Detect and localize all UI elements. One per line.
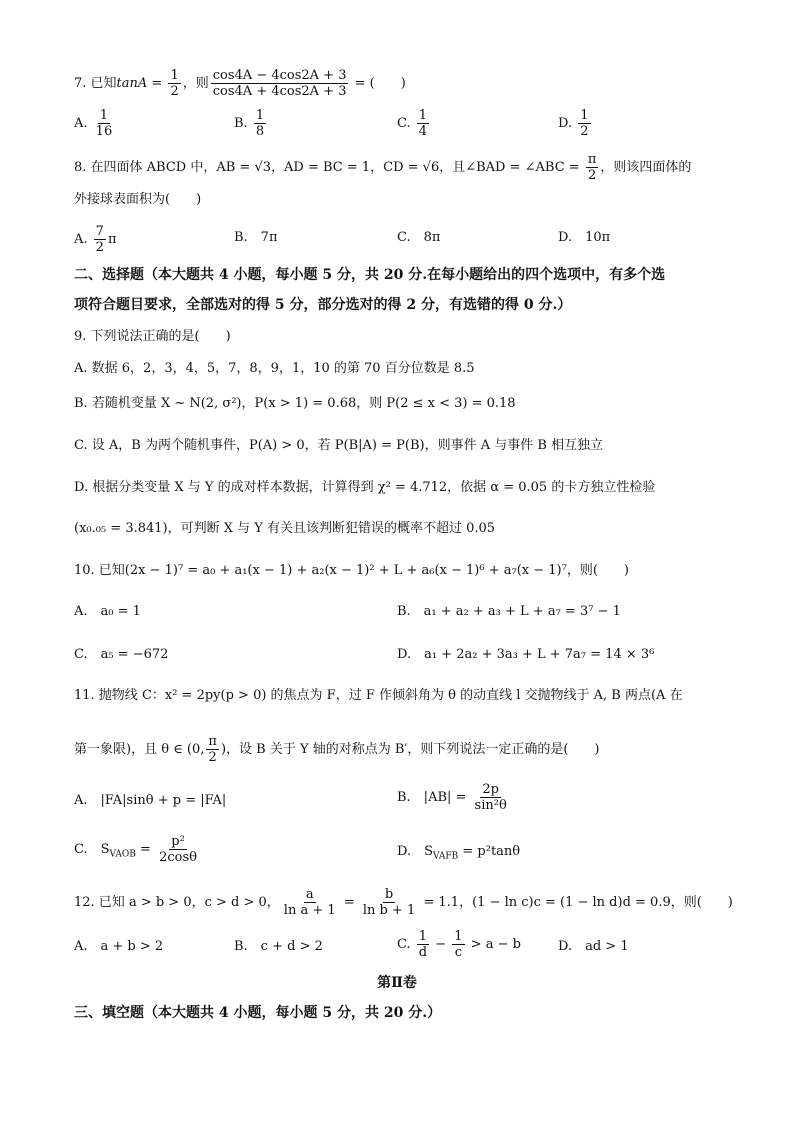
- q12-option-c-num1: 1: [418, 929, 428, 944]
- q8-pi-den: 2: [587, 168, 597, 183]
- q12-option-c-den1: d: [418, 945, 428, 960]
- q8-option-a-frac: [94, 224, 106, 255]
- q11-option-a[interactable]: A. |FA|sinθ + p = |FA|: [74, 793, 227, 808]
- q8-stem-line2: 外接球表面积为( ): [74, 192, 202, 207]
- q7-option-b-den: 8: [255, 124, 265, 139]
- q12-option-c[interactable]: [397, 929, 521, 960]
- q12-frac-a-den: ln a + 1: [283, 903, 336, 918]
- q8-line1-text: 8. 在四面体 ABCD 中，AB = √3，AD = BC = 1，CD = √6，且∠BAD = ∠ABC =: [74, 160, 584, 175]
- q11-line2-tail: )，设 B 关于 Y 轴的对称点为 B′，则下列说法一定正确的是( ): [220, 742, 600, 757]
- q7-option-a-den: 16: [95, 124, 113, 139]
- q7-option-d-den: 2: [580, 124, 589, 139]
- q10-option-a[interactable]: A. a₀ = 1: [74, 604, 141, 619]
- q11-option-c-frac: [157, 834, 199, 865]
- q9-option-d-line2: (x₀.₀₅ = 3.841)，可判断 X 与 Y 有关且该判断犯错误的概率不超过 0.05: [74, 521, 496, 536]
- q11-option-d[interactable]: [397, 843, 520, 866]
- q12-option-d[interactable]: D. ad > 1: [558, 939, 629, 954]
- q9-option-b[interactable]: B. 若随机变量 X ~ N(2, σ²)，P(x > 1) = 0.68，则 P(2 ≤ x < 3) = 0.18: [74, 396, 516, 411]
- section3-heading: 三、填空题（本大题共 4 小题，每小题 5 分，共 20 分.）: [74, 1005, 442, 1021]
- q7-option-b-num: 1: [255, 108, 265, 123]
- q7-option-c[interactable]: [397, 108, 431, 139]
- q12-option-c-frac1: [417, 929, 429, 960]
- q12-option-b[interactable]: B. c + d > 2: [234, 939, 323, 954]
- q7-option-d-label: D.: [558, 116, 573, 131]
- q7-half-den: 2: [170, 84, 179, 99]
- q8-option-c[interactable]: C. 8π: [397, 230, 441, 245]
- q8-stem-line1: [74, 152, 691, 183]
- q12-stem-prefix: 12. 已知 a > b > 0，c > d > 0，: [74, 895, 280, 910]
- q12-frac-b-num: b: [384, 887, 394, 902]
- q8-option-a-tail: π: [107, 232, 117, 247]
- q11-option-b-left: B. |AB| =: [397, 790, 471, 805]
- q9-option-c[interactable]: C. 设 A，B 为两个随机事件，P(A) > 0，若 P(B|A) = P(B)，则事件 A 与事件 B 相互独立: [74, 438, 604, 453]
- q7-option-a-frac: [94, 108, 115, 139]
- q12-stem: [74, 887, 733, 918]
- q11-option-d-tail: = p²tanθ: [458, 844, 521, 859]
- q9-stem: 9. 下列说法正确的是( ): [74, 329, 231, 344]
- q7-option-c-frac: [417, 108, 429, 139]
- q8-option-a-den: 2: [95, 240, 104, 255]
- q7-option-a[interactable]: [74, 108, 116, 139]
- q8-pi-half: [586, 152, 599, 183]
- q7-option-c-label: C.: [397, 116, 411, 131]
- q8-option-a-label: A.: [74, 232, 88, 247]
- q7-option-d-num: 1: [580, 108, 589, 123]
- q11-pi-half: [206, 734, 219, 765]
- q7-option-d[interactable]: [558, 108, 593, 139]
- q12-option-c-tail: > a − b: [466, 937, 521, 952]
- q7-option-b-frac: [254, 108, 266, 139]
- q7-half-num: 1: [170, 68, 179, 83]
- q10-option-c[interactable]: C. a₅ = −672: [74, 647, 169, 662]
- q7-option-c-den: 4: [418, 124, 428, 139]
- q7-tan: tanA =: [116, 76, 167, 91]
- q8-option-a[interactable]: [74, 224, 117, 255]
- q11-pi-num: π: [208, 734, 217, 749]
- q7-half: [168, 68, 180, 99]
- q9-option-d-line1[interactable]: D. 根据分类变量 X 与 Y 的成对样本数据，计算得到 χ² = 4.712，依据 α = 0.05 的卡方独立性检验: [74, 480, 656, 495]
- q12-eq: =: [339, 895, 359, 910]
- q7-option-c-num: 1: [418, 108, 428, 123]
- q11-stem-line2: [74, 734, 599, 765]
- q12-frac-b: [361, 887, 417, 918]
- q12-frac-a: [282, 887, 338, 918]
- q11-option-c-den: 2cosθ: [159, 850, 197, 865]
- q10-option-b[interactable]: B. a₁ + a₂ + a₃ + L + a₇ = 3⁷ − 1: [397, 604, 621, 619]
- q12-stem-tail: = 1.1，(1 − ln c)c = (1 − ln d)d = 0.9，则( ): [419, 895, 733, 910]
- q12-option-c-num2: 1: [454, 929, 463, 944]
- q11-option-b-den: sin²θ: [474, 798, 507, 813]
- q12-frac-b-den: ln b + 1: [362, 903, 416, 918]
- q11-pi-den: 2: [208, 750, 217, 765]
- q8-pi-num: π: [587, 152, 597, 167]
- q7-stem: [74, 68, 406, 99]
- q12-frac-a-num: a: [305, 887, 314, 902]
- q10-option-d[interactable]: D. a₁ + 2a₂ + 3a₃ + L + 7a₇ = 14 × 3⁶: [397, 647, 655, 662]
- q11-option-c-num: p²: [171, 834, 185, 849]
- q8-line1-tail: ，则该四面体的: [600, 160, 692, 175]
- q7-option-a-label: A.: [74, 116, 88, 131]
- q8-option-a-num: 7: [95, 224, 104, 239]
- q7-stem-prefix: 7. 已知: [74, 76, 117, 91]
- q12-option-c-label: C.: [397, 937, 411, 952]
- q11-stem-line1: 11. 抛物线 C：x² = 2py(p > 0) 的焦点为 F，过 F 作倾斜角为 θ 的动直线 l 交抛物线于 A, B 两点(A 在: [74, 688, 683, 703]
- q7-expr-num: cos4A − 4cos2A + 3: [212, 68, 347, 83]
- q8-option-b[interactable]: B. 7π: [234, 230, 278, 245]
- q12-option-c-frac2: [452, 929, 464, 960]
- q12-option-c-den2: c: [454, 945, 463, 960]
- section2-heading-line1: 二、选择题（本大题共 4 小题，每小题 5 分，共 20 分.在每小题给出的四个选项中，有多个选: [74, 267, 666, 283]
- q11-option-b[interactable]: [397, 782, 511, 813]
- q11-option-c-left: C. S: [74, 842, 110, 857]
- q11-option-b-num: 2p: [482, 782, 499, 797]
- q11-line2-text: 第一象限)，且 θ ∈ (0,: [74, 742, 205, 757]
- part2-title: 第Ⅱ卷: [377, 975, 417, 991]
- q12-option-a[interactable]: A. a + b > 2: [74, 939, 164, 954]
- q7-option-a-num: 1: [99, 108, 109, 123]
- section2-heading-line2: 项符合题目要求，全部选对的得 5 分，部分选对的得 2 分，有选错的得 0 分.）: [74, 297, 572, 313]
- q7-option-b[interactable]: [234, 108, 268, 139]
- q7-end: = ( ): [350, 76, 406, 91]
- q11-option-c[interactable]: [74, 834, 201, 865]
- q12-option-c-mid: −: [431, 937, 451, 952]
- q11-option-c-eq: =: [135, 842, 156, 857]
- q7-option-b-label: B.: [234, 116, 248, 131]
- q7-expr-den: cos4A + 4cos2A + 3: [212, 84, 347, 99]
- q8-option-d[interactable]: D. 10π: [558, 230, 611, 245]
- q11-option-d-sub: VAFB: [433, 851, 459, 862]
- q9-option-a[interactable]: A. 数据 6，2，3，4，5，7，8，9，1，10 的第 70 百分位数是 8.5: [74, 361, 475, 376]
- q10-stem: 10. 已知(2x − 1)⁷ = a₀ + a₁(x − 1) + a₂(x − 1)² + L + a₆(x − 1)⁶ + a₇(x − 1)⁷，则( ): [74, 563, 629, 578]
- q7-option-d-frac: [578, 108, 590, 139]
- q11-option-d-left: D. S: [397, 844, 433, 859]
- q11-option-c-sub: VAOB: [109, 849, 136, 860]
- q11-option-b-frac: [473, 782, 509, 813]
- q7-then: ，则: [182, 76, 209, 91]
- q7-expression: [211, 68, 349, 99]
